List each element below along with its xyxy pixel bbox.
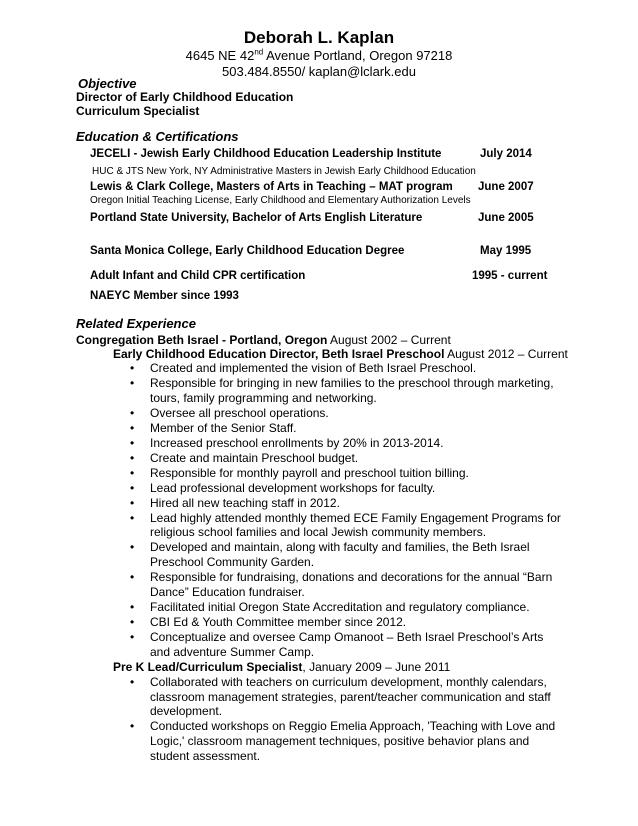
employer-dates: August 2002 – Current: [327, 333, 451, 347]
role-dates: , January 2009 – June 2011: [302, 660, 451, 674]
education-title: Adult Infant and Child CPR certification: [90, 270, 306, 282]
role-line: [113, 347, 568, 361]
bullet-item: • Lead professional development workshops for faculty.: [130, 481, 565, 496]
objective-line-2: Curriculum Specialist: [76, 104, 200, 118]
objective-line-1: Director of Early Childhood Education: [76, 90, 294, 104]
role-title: Pre K Lead/Curriculum Specialist: [113, 660, 303, 674]
bullet-item: • Developed and maintain, along with faculty and families, the Beth Israel Preschool Community Garden.: [130, 540, 565, 569]
role-dates: August 2012 – Current: [444, 347, 568, 361]
education-date: June 2005: [478, 212, 534, 224]
role-title: Early Childhood Education Director, Beth Israel Preschool: [113, 347, 445, 361]
bullet-item: • Oversee all preschool operations.: [130, 406, 565, 421]
bullet-item: • Create and maintain Preschool budget.: [130, 451, 565, 466]
education-title: JECELI - Jewish Early Childhood Education Leadership Institute: [90, 148, 442, 160]
employer-name: Congregation Beth Israel - Portland, Oregon: [76, 333, 328, 347]
role-bullets: [130, 675, 565, 764]
education-item: [90, 181, 550, 193]
education-item: [90, 212, 550, 224]
education-detail: Oregon Initial Teaching License, Early Childhood and Elementary Authorization Levels: [90, 195, 471, 206]
education-date: May 1995: [480, 245, 532, 257]
bullet-item: • Conducted workshops on Reggio Emelia Approach, 'Teaching with Love and Logic,' classroom management techniques, positive behavior plans and student assessment.: [130, 719, 565, 763]
address-ordinal: nd: [254, 47, 264, 57]
education-date: 1995 - current: [472, 270, 548, 282]
bullet-item: • Member of the Senior Staff.: [130, 421, 565, 436]
education-heading: Education & Certifications: [76, 129, 239, 144]
education-title: Lewis & Clark College, Masters of Arts in Teaching – MAT program: [90, 181, 453, 193]
education-title: Portland State University, Bachelor of Arts English Literature: [90, 212, 423, 224]
bullet-item: • Collaborated with teachers on curriculum development, monthly calendars, classroom management strategies, parent/teacher communication and staff development.: [130, 675, 565, 719]
bullet-item: • CBI Ed & Youth Committee member since 2012.: [130, 615, 565, 630]
bullet-item: • Lead highly attended monthly themed ECE Family Engagement Programs for religious school families and local Jewish community members.: [130, 511, 565, 540]
bullet-item: • Facilitated initial Oregon State Accreditation and regulatory compliance.: [130, 600, 565, 615]
address-city: Avenue Portland, Oregon 97218: [263, 48, 453, 63]
bullet-item: • Responsible for monthly payroll and preschool tuition billing.: [130, 466, 565, 481]
education-detail: HUC & JTS New York, NY Administrative Masters in Jewish Early Childhood Education: [92, 166, 476, 177]
education-item: [90, 270, 560, 282]
candidate-name: Deborah L. Kaplan: [243, 28, 395, 47]
membership-item: NAEYC Member since 1993: [90, 290, 239, 302]
objective-heading: Objective: [78, 76, 137, 91]
education-title: Santa Monica College, Early Childhood Education Degree: [90, 245, 405, 257]
candidate-contact: 503.484.8550/ kaplan@lclark.edu: [222, 64, 416, 79]
employer-line: [76, 333, 451, 347]
education-date: July 2014: [480, 148, 532, 160]
bullet-item: • Hired all new teaching staff in 2012.: [130, 496, 565, 511]
role-bullets: [130, 361, 565, 660]
role-line: [113, 660, 450, 674]
bullet-item: • Increased preschool enrollments by 20% in 2013-2014.: [130, 436, 565, 451]
education-item: [90, 245, 550, 257]
bullet-item: • Responsible for bringing in new families to the preschool through marketing, tours, family programming and networking.: [130, 376, 565, 405]
bullet-item: • Responsible for fundraising, donations and decorations for the annual “Barn Dance” Education fundraiser.: [130, 570, 565, 599]
candidate-address: [0, 48, 638, 63]
education-date: June 2007: [478, 181, 534, 193]
bullet-item: • Conceptualize and oversee Camp Omanoot – Beth Israel Preschool’s Arts and adventure Summer Camp.: [130, 630, 565, 659]
bullet-item: • Created and implemented the vision of Beth Israel Preschool.: [130, 361, 565, 376]
experience-heading: Related Experience: [76, 316, 196, 331]
education-item: [90, 148, 550, 160]
address-street: 4645 NE 42: [185, 48, 255, 63]
